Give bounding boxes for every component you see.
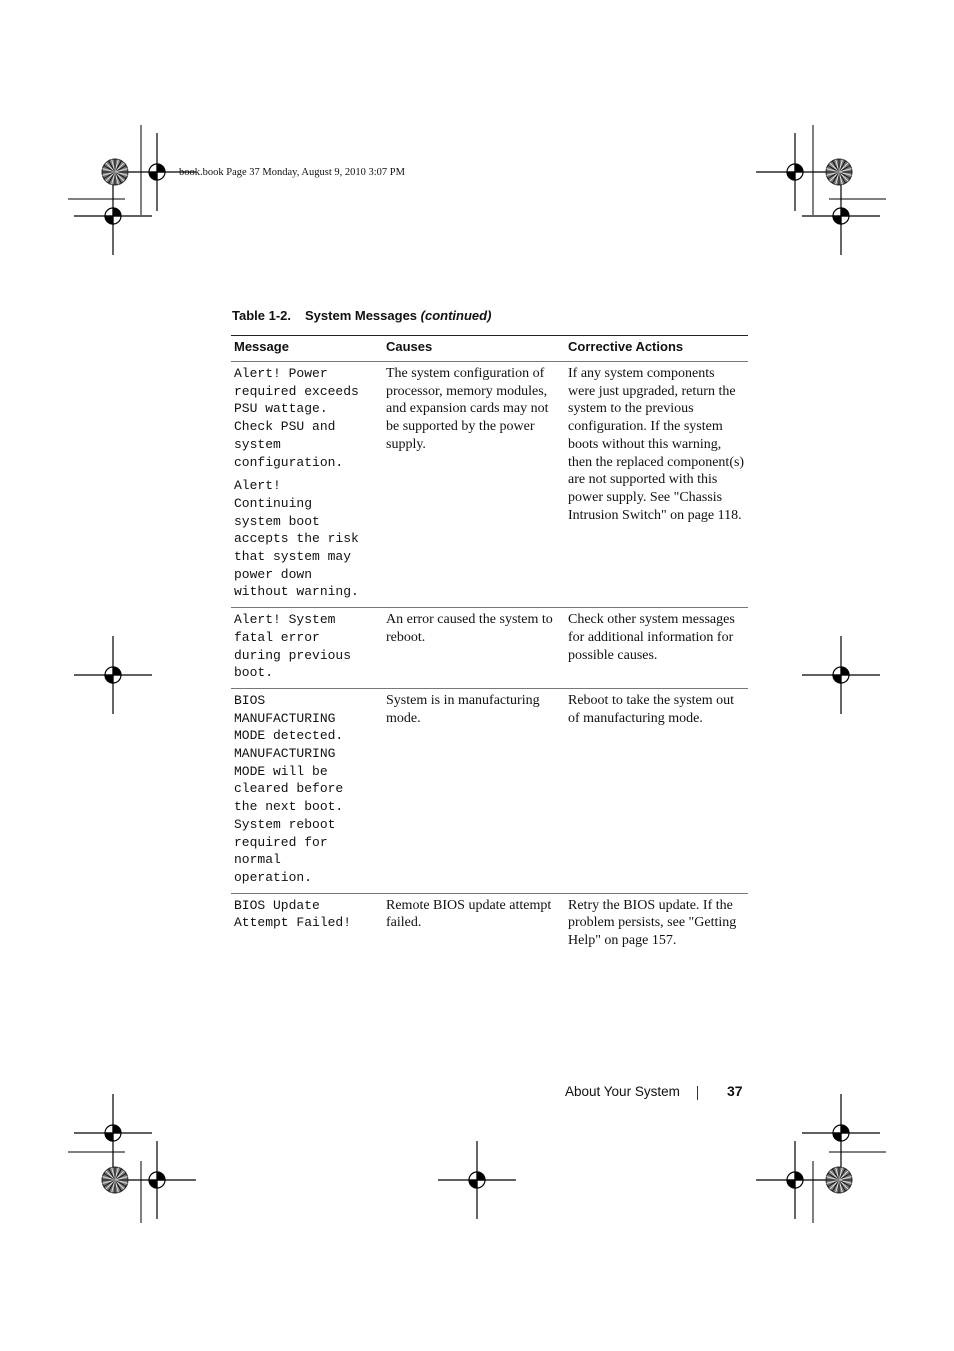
causes-cell: Remote BIOS update attempt failed. — [386, 897, 552, 931]
message-cell — [231, 893, 383, 956]
causes-cell: The system configuration of processor, memory modules, and expansion cards may not be supported by the power supply. — [383, 362, 565, 608]
table-number: Table 1-2. — [232, 308, 292, 323]
message-cell — [231, 688, 383, 893]
message-text: BIOS Update Attempt Failed! — [234, 897, 352, 931]
table-continued: (continued) — [420, 308, 492, 323]
table-title: System Messages — [305, 308, 418, 323]
page-number: 37 — [727, 1083, 743, 1099]
causes-cell: An error caused the system to reboot. — [383, 608, 565, 689]
column-header-actions: Corrective Actions — [565, 336, 748, 362]
footer-section-title: About Your System — [565, 1084, 680, 1099]
registration-mark-icon — [74, 177, 152, 255]
causes-cell: System is in manufacturing mode. — [383, 688, 565, 893]
column-header-causes: Causes — [383, 336, 565, 362]
registration-mark-icon — [438, 1141, 516, 1219]
table-row — [231, 688, 748, 893]
registration-mark-icon — [756, 133, 834, 211]
actions-cell: Check other system messages for additional information for possible causes. — [565, 608, 748, 689]
message-text: BIOS MANUFACTURING MODE detected. MANUFACTURING MODE will be cleared before the next boot. System reboot required for normal operation. — [234, 692, 344, 885]
message-text: Alert! System fatal error during previous boot. — [234, 612, 352, 681]
starburst-mark-icon — [102, 159, 128, 185]
footer-divider — [697, 1086, 698, 1100]
table-header-row — [231, 336, 748, 362]
message-cell — [231, 608, 383, 689]
starburst-mark-icon — [826, 159, 852, 185]
actions-cell: Retry the BIOS update. If the problem persists, see "Getting Help" on page 157. — [568, 897, 737, 949]
registration-mark-icon — [74, 1094, 152, 1172]
starburst-mark-icon — [102, 1167, 128, 1193]
actions-cell: If any system components were just upgraded, return the system to the previous configuration. If the system boots without this warning, then the replaced component(s) are not supported with this power supply. See "Chassis Intrusion Switch" on page 118. — [565, 362, 748, 608]
message-text: Alert! Continuing system boot accepts the risk that system may power down without warning. — [234, 478, 359, 600]
registration-mark-icon — [756, 1141, 834, 1219]
registration-mark-icon — [74, 636, 152, 714]
message-text: Alert! Power required exceeds PSU wattage. Check PSU and system configuration. — [234, 366, 359, 470]
registration-mark-icon — [802, 177, 880, 255]
table-caption — [232, 308, 491, 323]
table-row — [231, 608, 748, 689]
registration-mark-icon — [118, 1141, 196, 1219]
registration-mark-icon — [802, 1094, 880, 1172]
starburst-mark-icon — [826, 1167, 852, 1193]
message-cell — [231, 362, 383, 608]
table-row — [231, 893, 748, 956]
print-header-line: book.book Page 37 Monday, August 9, 2010 3:07 PM — [179, 167, 405, 178]
registration-mark-icon — [802, 636, 880, 714]
table-row — [231, 362, 748, 608]
column-header-message: Message — [231, 336, 383, 362]
system-messages-table — [231, 335, 748, 956]
actions-cell: Reboot to take the system out of manufacturing mode. — [565, 688, 748, 893]
